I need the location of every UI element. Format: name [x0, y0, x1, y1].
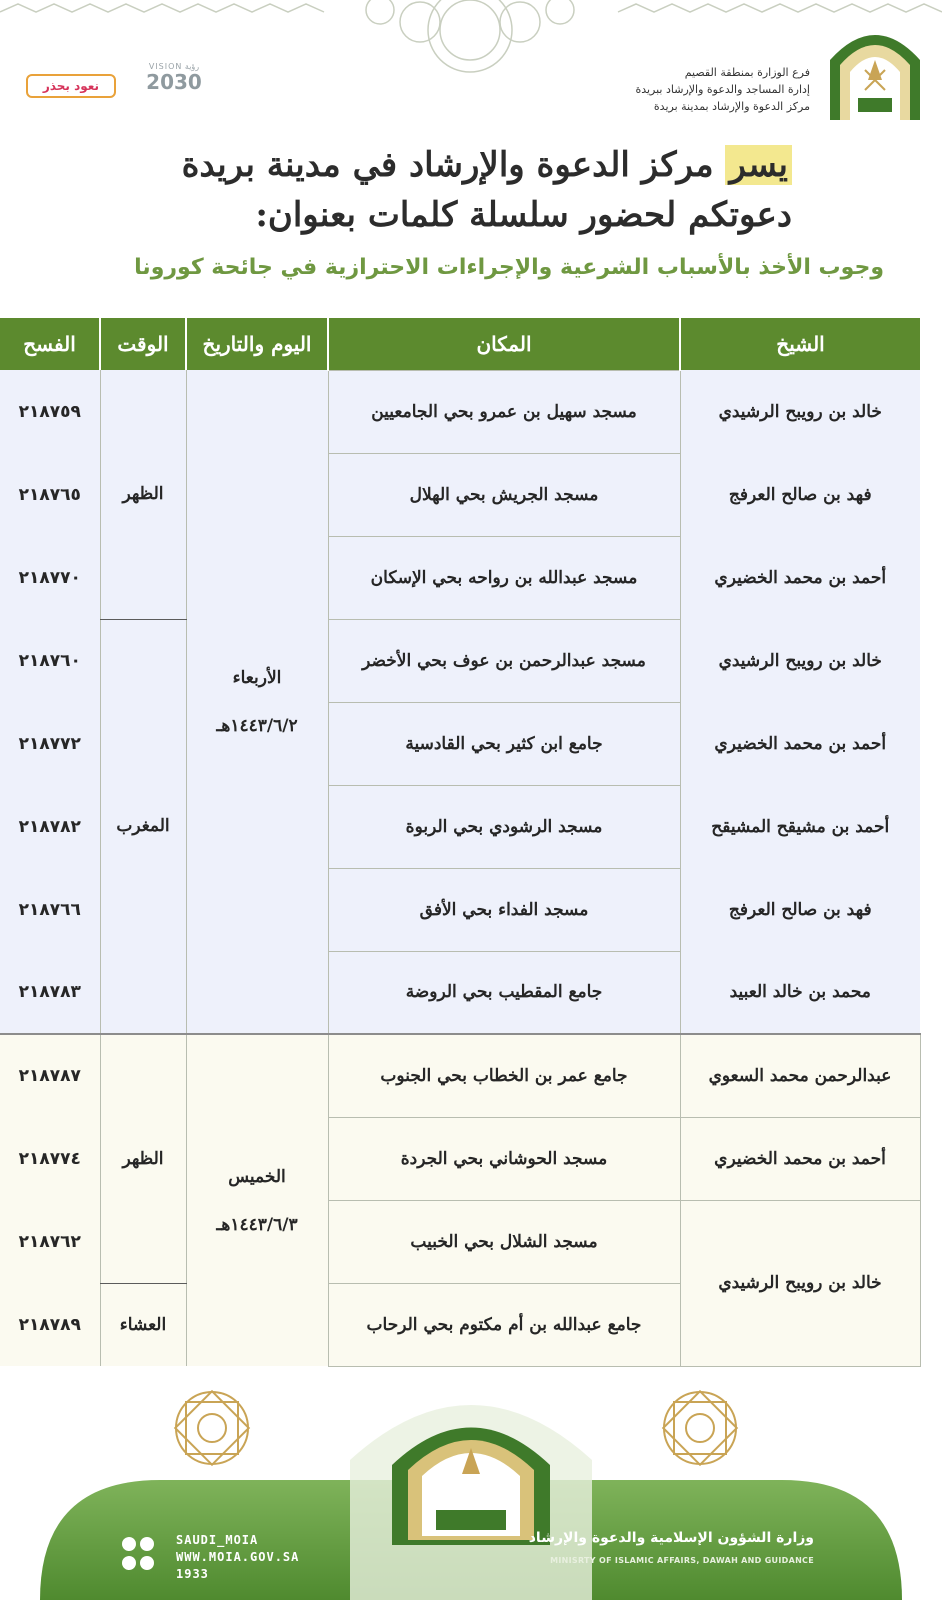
twitter-icon	[122, 1537, 136, 1551]
table-row	[0, 619, 920, 702]
header-place: المكان	[328, 318, 680, 370]
invitation-text	[92, 140, 792, 240]
sheikh-cell: خالد بن رويبح الرشيدي	[680, 1200, 920, 1366]
fasah-cell: ٢١٨٧٨٧	[0, 1034, 100, 1117]
date-value: ١٤٤٣/٦/٣هـ	[216, 1214, 298, 1235]
sheikh-cell: أحمد بن محمد الخضيري	[680, 702, 920, 785]
place-cell: مسجد الحوشاني بحي الجردة	[328, 1117, 680, 1200]
partner-logos	[22, 62, 222, 106]
place-cell: مسجد الجريش بحي الهلال	[328, 453, 680, 536]
header-time: الوقت	[100, 318, 186, 370]
place-cell: مسجد الشلال بحي الخبيب	[328, 1200, 680, 1283]
branch-line-2: إدارة المساجد والدعوة والإرشاد ببريدة	[635, 83, 810, 96]
fasah-cell: ٢١٨٧٨٣	[0, 951, 100, 1034]
fasah-cell: ٢١٨٧٨٩	[0, 1283, 100, 1366]
day-date-cell	[186, 370, 328, 1034]
place-cell: مسجد الرشودي بحي الربوة	[328, 785, 680, 868]
invitation-line-1	[92, 140, 792, 190]
sheikh-cell: أحمد بن مشيقح المشيقح	[680, 785, 920, 868]
contact-info	[176, 1532, 299, 1583]
place-cell: مسجد عبدالرحمن بن عوف بحي الأخضر	[328, 619, 680, 702]
social-icons	[120, 1535, 160, 1575]
sheikh-cell: خالد بن رويبح الرشيدي	[680, 370, 920, 453]
sheikh-cell: أحمد بن محمد الخضيري	[680, 1117, 920, 1200]
time-cell: العشاء	[100, 1283, 186, 1366]
time-cell: المغرب	[100, 619, 186, 1034]
ministry-name-en: MINISRTY OF ISLAMIC AFFAIRS, DAWAH AND GUIDANCE	[550, 1556, 814, 1565]
sheikh-cell: عبدالرحمن محمد السعوي	[680, 1034, 920, 1117]
place-cell: جامع عبدالله بن أم مكتوم بحي الرحاب	[328, 1283, 680, 1366]
sheikh-cell: أحمد بن محمد الخضيري	[680, 536, 920, 619]
fasah-cell: ٢١٨٧٧٢	[0, 702, 100, 785]
youtube-icon	[140, 1556, 154, 1570]
place-cell: جامع ابن كثير بحي القادسية	[328, 702, 680, 785]
header-sheikh: الشيخ	[680, 318, 920, 370]
website-link[interactable]: WWW.MOIA.GOV.SA	[176, 1550, 300, 1564]
day-name: الخميس	[228, 1166, 286, 1187]
ministry-name-ar: وزارة الشؤون الإسلامية والدعوة والإرشاد	[528, 1530, 814, 1546]
social-handle[interactable]: SAUDI_MOIA	[176, 1533, 259, 1547]
fasah-cell: ٢١٨٧٦٠	[0, 619, 100, 702]
fasah-cell: ٢١٨٧٦٥	[0, 453, 100, 536]
place-cell: مسجد سهيل بن عمرو بحي الجامعيين	[328, 370, 680, 453]
branch-line-3: مركز الدعوة والإرشاد بمدينة بريدة	[653, 100, 810, 113]
fasah-cell: ٢١٨٧٨٢	[0, 785, 100, 868]
invitation-highlight: يسر	[725, 145, 792, 185]
right-ornament	[663, 1391, 737, 1465]
sheikh-cell: خالد بن رويبح الرشيدي	[680, 619, 920, 702]
invitation-line-2: دعوتكم لحضور سلسلة كلمات بعنوان:	[255, 195, 792, 235]
place-cell: جامع عمر بن الخطاب بحي الجنوب	[328, 1034, 680, 1117]
schedule-table	[0, 318, 920, 1367]
time-cell: الظهر	[100, 1034, 186, 1283]
instagram-icon	[140, 1537, 154, 1551]
table-row	[0, 370, 920, 453]
left-ornament	[175, 1391, 249, 1465]
header-day-date: اليوم والتاريخ	[186, 318, 328, 370]
invitation-line-1-rest: مركز الدعوة والإرشاد في مدينة بريدة	[181, 145, 714, 185]
phone-number: 1933	[176, 1567, 209, 1581]
fasah-cell: ٢١٨٧٧٤	[0, 1117, 100, 1200]
sheikh-cell: محمد بن خالد العبيد	[680, 951, 920, 1034]
table-row	[0, 1034, 920, 1117]
place-cell: مسجد عبدالله بن رواحه بحي الإسكان	[328, 536, 680, 619]
fasah-cell: ٢١٨٧٦٦	[0, 868, 100, 951]
vision-label: رؤية VISION	[148, 62, 200, 71]
vision-2030-logo	[134, 62, 214, 106]
day-date-cell	[186, 1034, 328, 1366]
lecture-subject: وجوب الأخذ بالأسباب الشرعية والإجراءات الاحترازية في جائحة كورونا	[134, 255, 884, 280]
fasah-cell: ٢١٨٧٧٠	[0, 536, 100, 619]
date-value: ١٤٤٣/٦/٢هـ	[216, 715, 298, 736]
fasah-cell: ٢١٨٧٥٩	[0, 370, 100, 453]
day-name: الأربعاء	[232, 667, 282, 688]
fasah-cell: ٢١٨٧٦٢	[0, 1200, 100, 1283]
facebook-icon	[122, 1556, 136, 1570]
branch-line-1: فرع الوزارة بمنطقة القصيم	[684, 66, 810, 79]
branch-info	[570, 64, 810, 115]
time-cell: الظهر	[100, 370, 186, 619]
place-cell: جامع المقطيب بحي الروضة	[328, 951, 680, 1034]
sheikh-cell: فهد بن صالح العرفج	[680, 868, 920, 951]
table-header-row	[0, 318, 920, 370]
header-fasah: الفسح	[0, 318, 100, 370]
vision-year: 2030	[146, 70, 202, 94]
ministry-logo	[820, 20, 930, 125]
naud-bihadhar-logo: نعود بحذر	[26, 74, 116, 98]
place-cell: مسجد الفداء بحي الأفق	[328, 868, 680, 951]
sheikh-cell: فهد بن صالح العرفج	[680, 453, 920, 536]
